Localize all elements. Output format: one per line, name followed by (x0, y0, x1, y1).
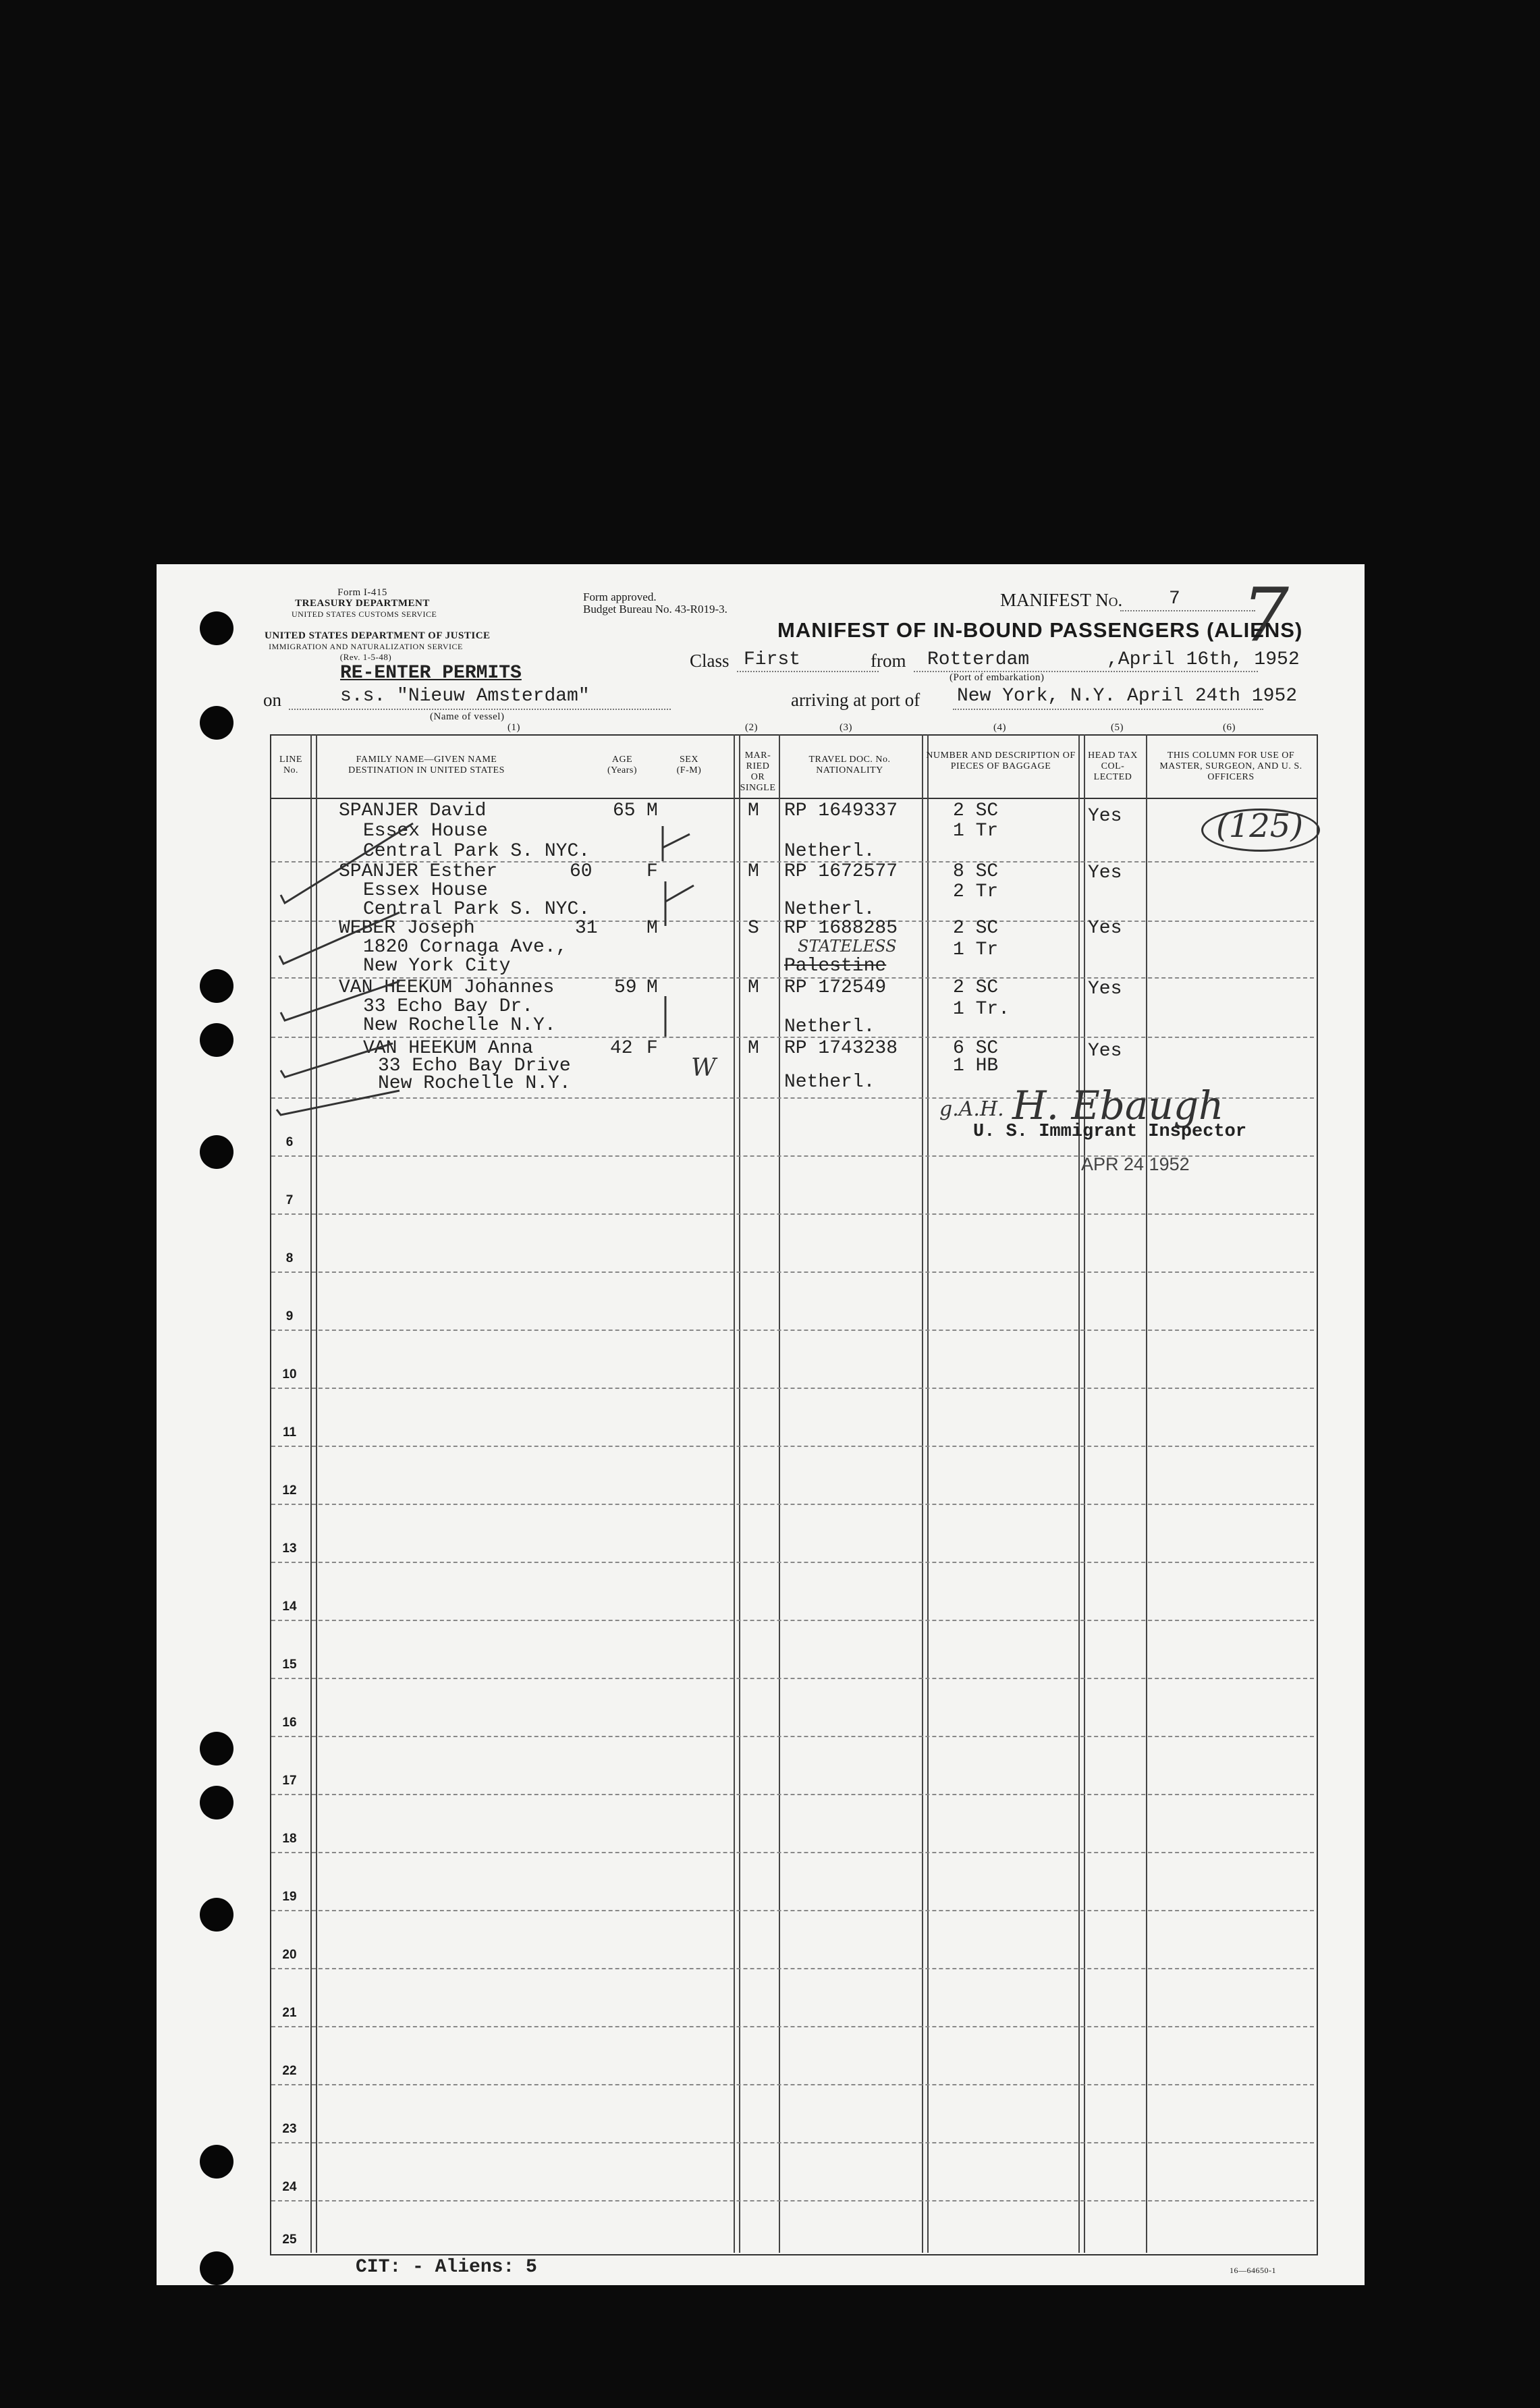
passenger-sex: F (647, 861, 658, 882)
header-head-tax: HEAD TAX COL-LECTED (1088, 750, 1138, 782)
line-number: 12 (282, 1483, 297, 1498)
passenger-name: VAN HEEKUM Anna (363, 1038, 534, 1059)
arriving-label: arriving at port of (791, 690, 920, 710)
passenger-name: SPANJER David (339, 800, 487, 821)
punch-hole (200, 1786, 233, 1819)
passenger-marital-status: M (748, 1038, 759, 1059)
passenger-baggage-2: 2 Tr (953, 881, 999, 902)
passenger-address-2: New York City (363, 956, 511, 977)
passenger-nationality: Palestine (784, 956, 887, 977)
col-1-marker: (1) (507, 722, 520, 733)
passenger-marital-status: M (748, 800, 759, 821)
passenger-sex: M (647, 918, 658, 939)
passenger-travel-doc: RP 1743238 (784, 1038, 898, 1059)
check-mark (279, 912, 400, 964)
passenger-baggage-2: 1 Tr (953, 821, 999, 842)
port-of-embarkation: Rotterdam (927, 649, 1030, 670)
passenger-marital-status: S (748, 918, 759, 939)
check-mark (281, 1043, 393, 1077)
passenger-nationality: Netherl. (784, 841, 875, 862)
line-number: 23 (282, 2122, 297, 2136)
port-embark-note: (Port of embarkation) (950, 672, 1045, 683)
passenger-sex: M (647, 800, 658, 821)
passenger-baggage-1: 2 SC (953, 800, 999, 821)
passenger-sex: M (647, 977, 658, 998)
line-number: 14 (282, 1599, 297, 1614)
inspection-date-stamp: APR 24 1952 (1081, 1154, 1190, 1174)
passenger-name: WEBER Joseph (339, 918, 475, 939)
passenger-age: 65 (613, 800, 636, 821)
passenger-address-1: 33 Echo Bay Drive (378, 1056, 571, 1076)
header-name: FAMILY NAME—GIVEN NAME DESTINATION IN UNITED STATES (348, 755, 505, 775)
passenger-head-tax: Yes (1088, 1041, 1122, 1062)
handwritten-seven: 7 (1242, 572, 1289, 658)
passenger-address-1: Essex House (363, 821, 488, 842)
col-5-marker: (5) (1111, 722, 1124, 733)
line-number: 9 (285, 1309, 294, 1323)
punch-hole (200, 969, 233, 1003)
line-number: 15 (282, 1658, 297, 1672)
line-number: 16 (282, 1716, 297, 1730)
passenger-address-2: Central Park S. NYC. (363, 899, 590, 920)
passenger-age: 60 (570, 861, 593, 882)
passenger-address-1: Essex House (363, 880, 488, 901)
revision: (Rev. 1-5-48) (339, 652, 392, 662)
manifest-sheet (157, 564, 1365, 2285)
inspector-title: U. S. Immigrant Inspector (973, 1122, 1247, 1142)
line-number: 21 (282, 2006, 297, 2020)
check-mark (277, 1091, 400, 1115)
manifest-number-label: MANIFEST No. (1000, 590, 1123, 610)
passenger-age: 31 (575, 918, 598, 939)
check-mark (281, 981, 400, 1020)
passenger-travel-doc: RP 1649337 (784, 800, 898, 821)
class-value: First (744, 649, 801, 670)
officer-note: (125) (1216, 807, 1304, 845)
passenger-head-tax: Yes (1088, 918, 1122, 939)
line-number: 10 (282, 1367, 297, 1381)
marital-check-mark: W (691, 1054, 717, 1082)
col-2-marker: (2) (745, 722, 758, 733)
passenger-address-1: 1820 Cornaga Ave., (363, 937, 568, 958)
check-marks (265, 794, 710, 1118)
aliens-summary: CIT: - Aliens: 5 (356, 2257, 537, 2278)
passenger-head-tax: Yes (1088, 863, 1122, 883)
header-travel-doc: TRAVEL DOC. No. NATIONALITY (808, 755, 891, 775)
line-number: 11 (282, 1425, 297, 1440)
reenter-permits: RE-ENTER PERMITS (340, 663, 522, 684)
passenger-address-1: 33 Echo Bay Dr. (363, 996, 534, 1017)
header-officers: THIS COLUMN FOR USE OF MASTER, SURGEON, AND U. S. OFFICERS (1159, 750, 1302, 782)
passenger-baggage-2: 1 HB (953, 1056, 999, 1076)
header-age: AGE (Years) (607, 755, 638, 775)
departure-date: ,April 16th, 1952 (1107, 649, 1300, 670)
passenger-baggage-1: 2 SC (953, 977, 999, 998)
justice-dept: UNITED STATES DEPARTMENT OF JUSTICE (265, 630, 491, 641)
line-number: 17 (282, 1774, 297, 1788)
stateless-annotation: STATELESS (798, 937, 897, 956)
line-number: 19 (282, 1890, 297, 1904)
col-6-marker: (6) (1223, 722, 1236, 733)
vessel-note: (Name of vessel) (430, 711, 505, 722)
passenger-address-2: New Rochelle N.Y. (378, 1073, 571, 1094)
inspector-initials: g.A.H. (939, 1097, 1004, 1121)
treasury-dept: TREASURY DEPARTMENT (295, 598, 430, 609)
header-line-no: LINE No. (279, 755, 302, 775)
punch-hole (200, 1023, 233, 1057)
passenger-head-tax: Yes (1088, 806, 1122, 827)
passenger-name: SPANJER Esther (339, 861, 498, 882)
punch-hole (200, 706, 233, 740)
punch-hole (200, 1732, 233, 1766)
line-number: 13 (282, 1541, 297, 1556)
punch-hole (200, 2251, 233, 2285)
form-number: Form I-415 (337, 587, 387, 598)
passenger-name: VAN HEEKUM Johannes (339, 977, 555, 998)
class-label: Class (690, 651, 730, 671)
arrival-port-date: New York, N.Y. April 24th 1952 (957, 686, 1298, 707)
passenger-head-tax: Yes (1088, 979, 1122, 1000)
budget-bureau: Budget Bureau No. 43-R019-3. (583, 603, 727, 615)
passenger-travel-doc: RP 172549 (784, 977, 887, 998)
from-label: from (871, 651, 906, 671)
form-approved: Form approved. (583, 591, 657, 603)
passenger-age: 42 (610, 1038, 633, 1059)
form-code: 16—64650-1 (1230, 2266, 1276, 2275)
ins-service: IMMIGRATION AND NATURALIZATION SERVICE (269, 642, 463, 651)
passenger-baggage-1: 2 SC (953, 918, 999, 939)
passenger-address-2: New Rochelle N.Y. (363, 1015, 556, 1036)
line-number: 8 (285, 1251, 294, 1265)
on-label: on (263, 690, 281, 710)
punch-hole (200, 1898, 233, 1932)
col-3-marker: (3) (840, 722, 852, 733)
passenger-nationality: Netherl. (784, 899, 875, 920)
line-number: 24 (282, 2180, 297, 2194)
passenger-marital-status: M (748, 977, 759, 998)
passenger-travel-doc: RP 1688285 (784, 918, 898, 939)
col-4-marker: (4) (993, 722, 1006, 733)
punch-hole (200, 2145, 233, 2179)
passenger-baggage-1: 8 SC (953, 861, 999, 882)
passenger-sex: F (647, 1038, 658, 1059)
manifest-title: MANIFEST OF IN-BOUND PASSENGERS (ALIENS) (777, 618, 1303, 642)
header-sex: SEX (F-M) (676, 755, 702, 775)
line-number: 20 (282, 1948, 297, 1962)
punch-hole (200, 1135, 233, 1169)
passenger-baggage-1: 6 SC (953, 1038, 999, 1059)
check-mark (281, 823, 413, 903)
passenger-nationality: Netherl. (784, 1072, 875, 1093)
header-baggage: NUMBER AND DESCRIPTION OF PIECES OF BAGGAGE (926, 750, 1076, 771)
bracket-mark (663, 826, 690, 861)
passenger-baggage-2: 1 Tr (953, 939, 999, 960)
passenger-marital-status: M (748, 861, 759, 882)
passenger-age: 59 (614, 977, 637, 998)
line-number: 6 (285, 1135, 294, 1149)
bracket-mark (665, 881, 694, 926)
line-number: 22 (282, 2064, 297, 2078)
vessel-name: s.s. "Nieuw Amsterdam" (340, 686, 590, 707)
line-number: 18 (282, 1832, 297, 1846)
punch-hole (200, 611, 233, 645)
customs-service: UNITED STATES CUSTOMS SERVICE (292, 609, 437, 619)
line-number: 7 (285, 1193, 294, 1207)
line-number: 25 (282, 2233, 297, 2247)
passenger-nationality: Netherl. (784, 1016, 875, 1037)
header-married: MAR-RIED OR SINGLE (740, 750, 776, 793)
passenger-travel-doc: RP 1672577 (784, 861, 898, 882)
passenger-baggage-2: 1 Tr. (953, 999, 1010, 1020)
inspector-signature: H. Ebaugh (1012, 1083, 1224, 1128)
passenger-address-2: Central Park S. NYC. (363, 841, 590, 862)
manifest-number-value: 7 (1169, 589, 1180, 609)
